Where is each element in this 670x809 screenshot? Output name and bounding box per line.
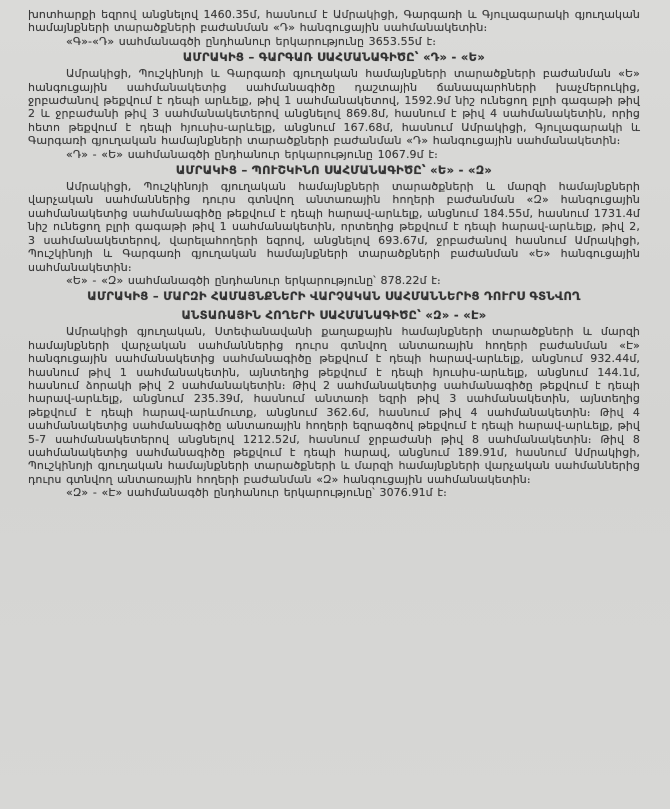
section-heading-amrakits-pushkino: ԱՄՐԱԿԻՑ – ՊՈՒՇԿԻՆՈ ՍԱՀՄԱՆԱԳԻԾԸ՝ «Ե» - «Զ» (175, 163, 493, 178)
section-body-amrakits-gargar: Ամրակիցի, Պուշկինոյի և Գարգառի գյուղական համայնքների տարածքների բաժանման «Ե» հանգուցային սահմանակետից սահմանագիծը դաշտային ճանապարհների խաչմերուկից, ջրբաժանով թեքվում է դեպի արևելք, թիվ 1 սահմանակետով, 1592.9մ նիշ ունեցող բլրի գագաթի թիվ 2 և ջրբաժանի թիվ 3 սահմանակետերով անցնելով 869.8մ, հասնում է թիվ 4 սահմանակետին, որից հետո թեքվում է դեպի հյուսիս-արևելք, անցնում 167.68մ, հասնում Ամրակիցի, Գյուլագարակի և Գարգառի գյուղական համայնքների տարածքների բաժանման «Դ» հանգուցային սահմանակետին։ (28, 67, 640, 148)
total-length-line-g-d: «Գ»-«Դ» սահմանագծի ընդհանուր երկարությունը 3653.55մ է։ (66, 34, 437, 48)
section-heading-amrakits-gargar: ԱՄՐԱԿԻՑ – ԳԱՐԳԱՌ ՍԱՀՄԱՆԱԳԻԾԸ՝ «Դ» - «Ե» (182, 50, 486, 65)
section-heading-amrakits-forest-lands (28, 287, 640, 325)
section-body-amrakits-forest-lands: Ամրակիցի գյուղական, Ստեփանավանի քաղաքային համայնքների տարածքների և մարզի համայնքների վարչական սահմաններից դուրս գտնվող անտառային հողերի բաժանման «Է» հանգուցային սահմանակետից սահմանագիծը թեքվում է դեպի հարավ-արևելք, անցնում 932.44մ, հասնում թիվ 1 սահմանակետին, այնտեղից թեքվում է դեպի հյուսիս-արևելք, անցնում 144.1մ, հասնում ձորակի թիվ 2 սահմանակետին։ Թիվ 2 սահմանակետից սահմանագիծը թեքվում է դեպի հարավ-արևելք, անցնում 235.39մ, հասնում անտառի եզրի թիվ 3 սահմանակետին, այնտեղից թեքվում է դեպի հարավ-արևմուտք, անցնում 362.6մ, հասնում թիվ 4 սահմանակետին։ Թիվ 4 սահմանակետից սահմանագիծը անտառային հողերի եզրագծով թեքվում է դեպի հարավ-արևելք, թիվ 5-7 սահմանակետերով անցնելով 1212.52մ, հասնում ջրբաժանի թիվ 8 սահմանակետին։ Թիվ 8 սահմանակետից սահմանագիծը թեքվում է դեպի հարավ, անցնում 189.91մ, հասնում Ամրակիցի, Պուշկինոյի գյուղական համայնքների տարածքների և մարզի համայնքների վարչական սահմաններից դուրս գտնվող անտառային հողերի բաժանման «Զ» հանգուցային սահմանակետին։ (28, 325, 640, 486)
total-length-line-e-z: «Ե» - «Զ» սահմանագծի ընդհանուր երկարությունը՝ 878.22մ է։ (66, 273, 441, 287)
heading-line-2: ԱՆՏԱՌԱՅԻՆ ՀՈՂԵՐԻ ՍԱՀՄԱՆԱԳԻԾԸ՝ «Զ» - «Է» (181, 308, 487, 323)
total-length-line-d-e: «Դ» - «Ե» սահմանագծի ընդհանուր երկարությունը 1067.9մ է։ (66, 147, 438, 161)
heading-line-1: ԱՄՐԱԿԻՑ – ՄԱՐԶԻ ՀԱՄԱՅՆՔՆԵՐԻ ՎԱՐՉԱԿԱՆ ՍԱՀՄԱՆՆԵՐԻՑ ԴՈՒՐՍ ԳՏՆՎՈՂ (87, 289, 581, 304)
total-length-line-z-e: «Զ» - «Է» սահմանագծի ընդհանուր երկարությունը՝ 3076.91մ է։ (66, 486, 447, 500)
paragraph-continuation: խոտհարքի եզրով անցնելով 1460.35մ, հասնում է Ամրակիցի, Գարգառի և Գյուլագարակի գյուղական համայնքների տարածքների բաժանման «Դ» հանգուցային սահմանակետին։ (28, 8, 640, 35)
section-body-amrakits-pushkino: Ամրակիցի, Պուշկինոյի գյուղական համայնքների տարածքների և մարզի համայնքների վարչական սահմաններից դուրս գտնվող անտառային հողերի բաժանման «Զ» հանգուցային սահմանակետից սահմանագիծը թեքվում է դեպի հարավ-արևելք, անցնում 184.55մ, հասնում 1731.4մ նիշ ունեցող բլրի գագաթի թիվ 1 սահմանակետին, որտեղից թեքվում է դեպի հարավ-արևելք, թիվ 2, 3 սահմանակետերով, վարելահողերի եզրով, անցնելով 693.67մ, ջրբաժանով հասնում Ամրակիցի, Պուշկինոյի և Գարգառի գյուղական համայնքների տարածքների բաժանման «Ե» հանգուցային սահմանակետին։ (28, 180, 640, 274)
